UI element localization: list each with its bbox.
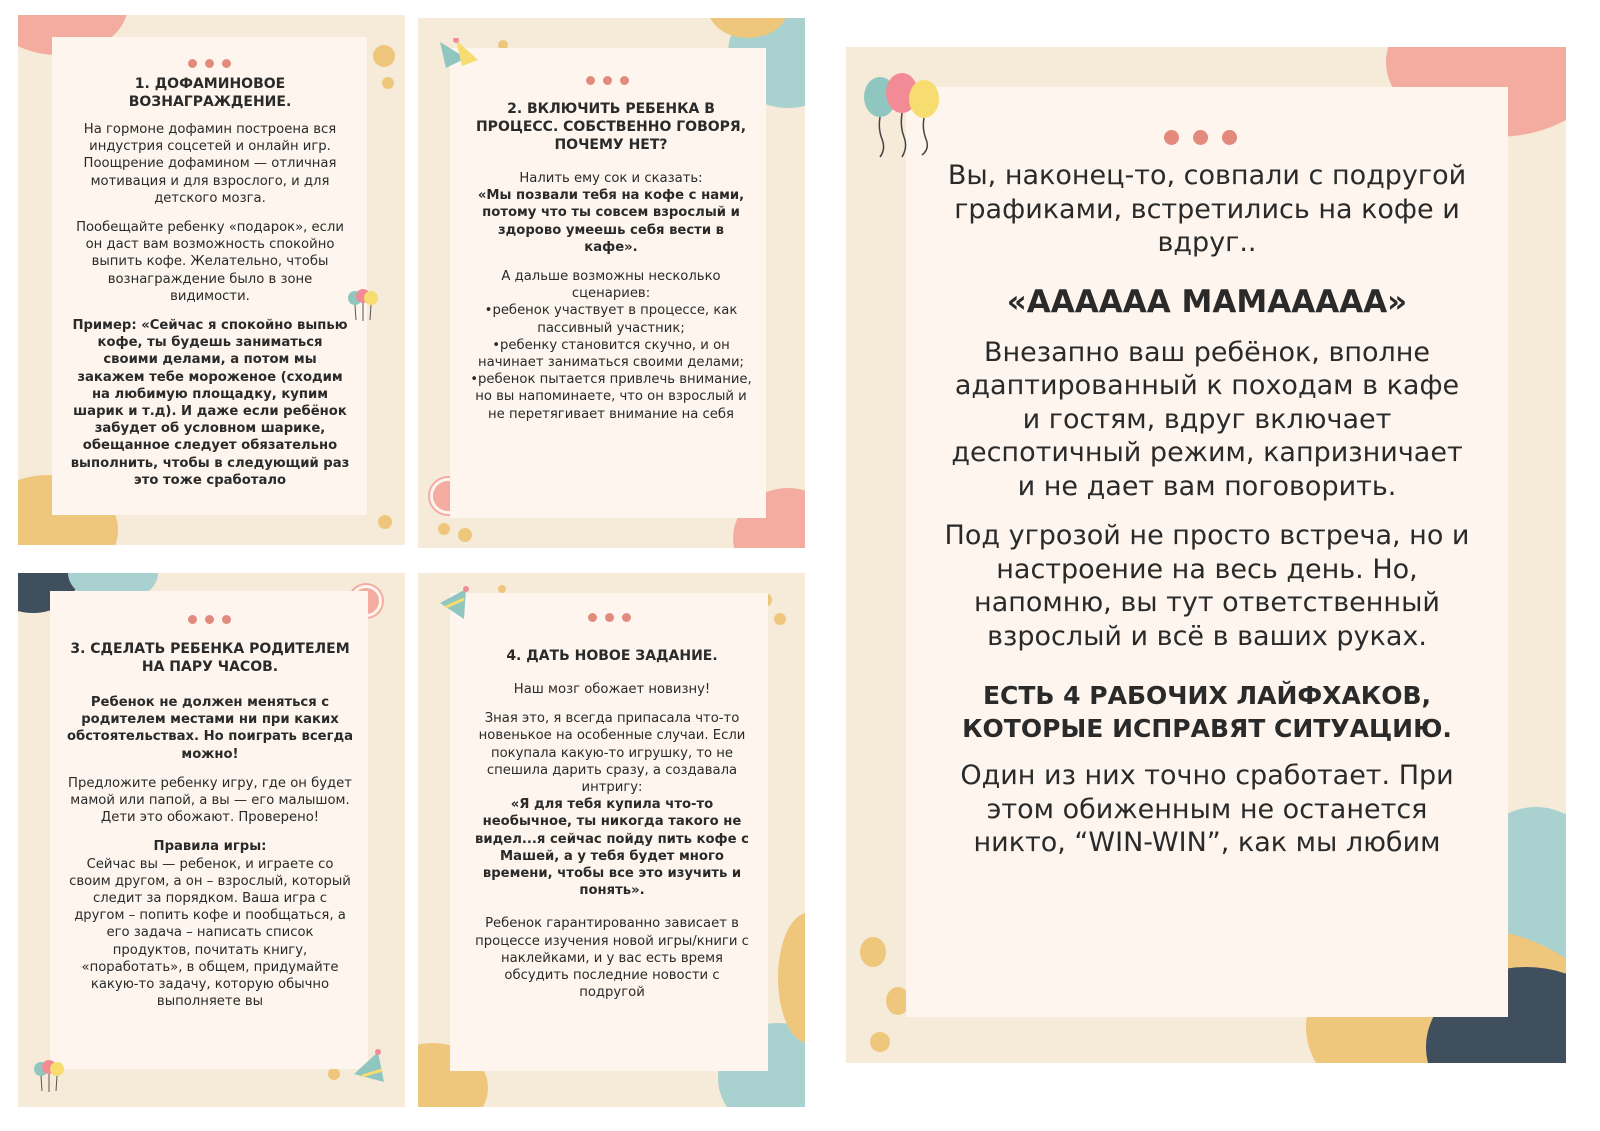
card-content <box>66 640 354 1022</box>
dot-deco <box>458 528 472 542</box>
intro-paragraph: Один из них точно сработает. При этом обиженным не останется никто, “WIN-WIN”, как мы любим <box>960 760 1454 858</box>
intro-paragraph: Под угрозой не просто встреча, но и настроение на весь день. Но, напомню, вы тут ответственный взрослый и всё в ваших руках. <box>944 520 1470 652</box>
card-child-as-parent <box>18 573 405 1107</box>
paragraph: Сейчас вы — ребенок, и играете со своим другом, а он – взрослый, который следит за порядком. Ваша игра с другом – попить кофе и пообщаться, а его задача – написать список продуктов, почитать книгу, «поработать», в общем, придумайте какую-то задачу, которую обычно выполняете вы <box>69 856 351 1010</box>
balloons-icon <box>32 1058 66 1094</box>
list-item: •ребенок участвует в процессе, как пассивный участник; <box>484 303 738 336</box>
intro-paragraph: Внезапно ваш ребёнок, вполне адаптированный к походам в кафе и гостям, вдруг включает деспотичный режим, капризничает и не дает вам поговорить. <box>951 336 1463 502</box>
list-item: •ребенку становится скучно, и он начинает заниматься своими делами; <box>478 337 744 371</box>
paragraph: Предложите ребенку игру, где он будет мамой или папой, а вы — его малышом. Дети это обожают. Проверено! <box>68 775 352 826</box>
dots-decoration <box>188 615 231 624</box>
party-hat-icon <box>348 1048 388 1088</box>
intro-title: «АААААА МАМААААА» <box>1006 283 1408 320</box>
paragraph-example: Пример: «Сейчас я спокойно выпью кофе, ты будешь заниматься своими делами, а потом мы закажем тебе мороженое (сходим на любимую площадку, купим шарик и т.д). И даже если ребёнок забудет об условном шарике, обещанное следует обязательно выполнить, чтобы в следующий раз это тоже сработало <box>70 318 350 488</box>
card-heading: 4. ДАТЬ НОВОЕ ЗАДАНИЕ. <box>506 648 718 664</box>
dot-deco <box>498 585 506 593</box>
list-item: •ребенок пытается привлечь внимание, но вы напоминаете, что он взрослый и не перетягивает внимание на себя <box>470 372 752 422</box>
paragraph: Налить ему сок и сказать: <box>519 171 703 186</box>
paragraph: А дальше возможны несколько сценариев: <box>501 269 721 302</box>
card-heading: 3. СДЕЛАТЬ РЕБЕНКА РОДИТЕЛЕМ НА ПАРУ ЧАСОВ. <box>70 641 350 675</box>
card-include-child <box>418 18 805 548</box>
dots-decoration <box>588 613 631 622</box>
paragraph: Зная это, я всегда припасала что-то новенькое на особенные случаи. Если покупала какую-то игрушку, то не спешила дарить сразу, а создавала интригу: <box>478 711 746 796</box>
party-hat-icon <box>436 583 480 623</box>
dots-decoration <box>586 76 629 85</box>
card-new-task <box>418 573 805 1107</box>
paragraph-quote: «Мы позвали тебя на кофе с нами, потому что ты совсем взрослый и здорово умеешь себя вести в кафе». <box>477 188 745 255</box>
dot-deco <box>373 45 395 67</box>
dot-deco <box>774 613 786 625</box>
dot-deco <box>438 523 450 535</box>
dot-deco <box>378 515 392 529</box>
dot-deco <box>860 937 886 967</box>
card-heading: 1. ДОФАМИНОВОЕ ВОЗНАГРАЖДЕНИЕ. <box>128 76 292 110</box>
intro-paragraph: Вы, наконец-то, совпали с подругой графиками, встретились на кофе и вдруг.. <box>947 160 1467 258</box>
intro-heading: ЕСТЬ 4 РАБОЧИХ ЛАЙФХАКОВ, КОТОРЫЕ ИСПРАВЯТ СИТУАЦИЮ. <box>962 681 1452 743</box>
paragraph: Ребенок гарантированно зависает в процессе изучения новой игры/книги с наклейками, и у вас есть время обсудить последние новости с подругой <box>475 916 749 1001</box>
paragraph-bold: Ребенок не должен меняться с родителем местами ни при каких обстоятельствах. Но поиграть всегда можно! <box>66 695 354 762</box>
dot-deco <box>328 1068 340 1080</box>
card-content <box>68 75 352 501</box>
paragraph: Наш мозг обожает новизну! <box>513 682 711 697</box>
dots-decoration <box>1164 130 1237 145</box>
dot-deco <box>382 77 394 89</box>
card-content <box>470 647 754 1013</box>
rules-label: Правила игры: <box>153 839 267 855</box>
party-hat-icon <box>436 38 480 74</box>
card-content <box>944 159 1470 872</box>
dot-deco <box>870 1032 890 1052</box>
balloons-icon <box>860 69 944 161</box>
paragraph-quote: «Я для тебя купила что-то необычное, ты никогда такого не видел...я сейчас пойду пить кофе с Машей, а у тебя будет много времени, чтобы все это изучить и понять». <box>475 797 749 899</box>
card-heading: 2. ВКЛЮЧИТЬ РЕБЕНКА В ПРОЦЕСС. СОБСТВЕННО ГОВОРЯ, ПОЧЕМУ НЕТ? <box>475 101 747 153</box>
paragraph: На гормоне дофамин построена вся индустрия соцсетей и онлайн игр. Поощрение дофамином — отличная мотивация и для взрослого, и для детского мозга. <box>83 122 337 206</box>
paragraph: Пообещайте ребенку «подарок», если он даст вам возможность спокойно выпить кофе. Желательно, чтобы вознаграждение было в зоне видимости. <box>76 220 344 304</box>
card-dopamine <box>18 15 405 545</box>
dots-decoration <box>188 59 231 68</box>
card-content <box>470 100 752 423</box>
card-intro <box>846 47 1566 1063</box>
